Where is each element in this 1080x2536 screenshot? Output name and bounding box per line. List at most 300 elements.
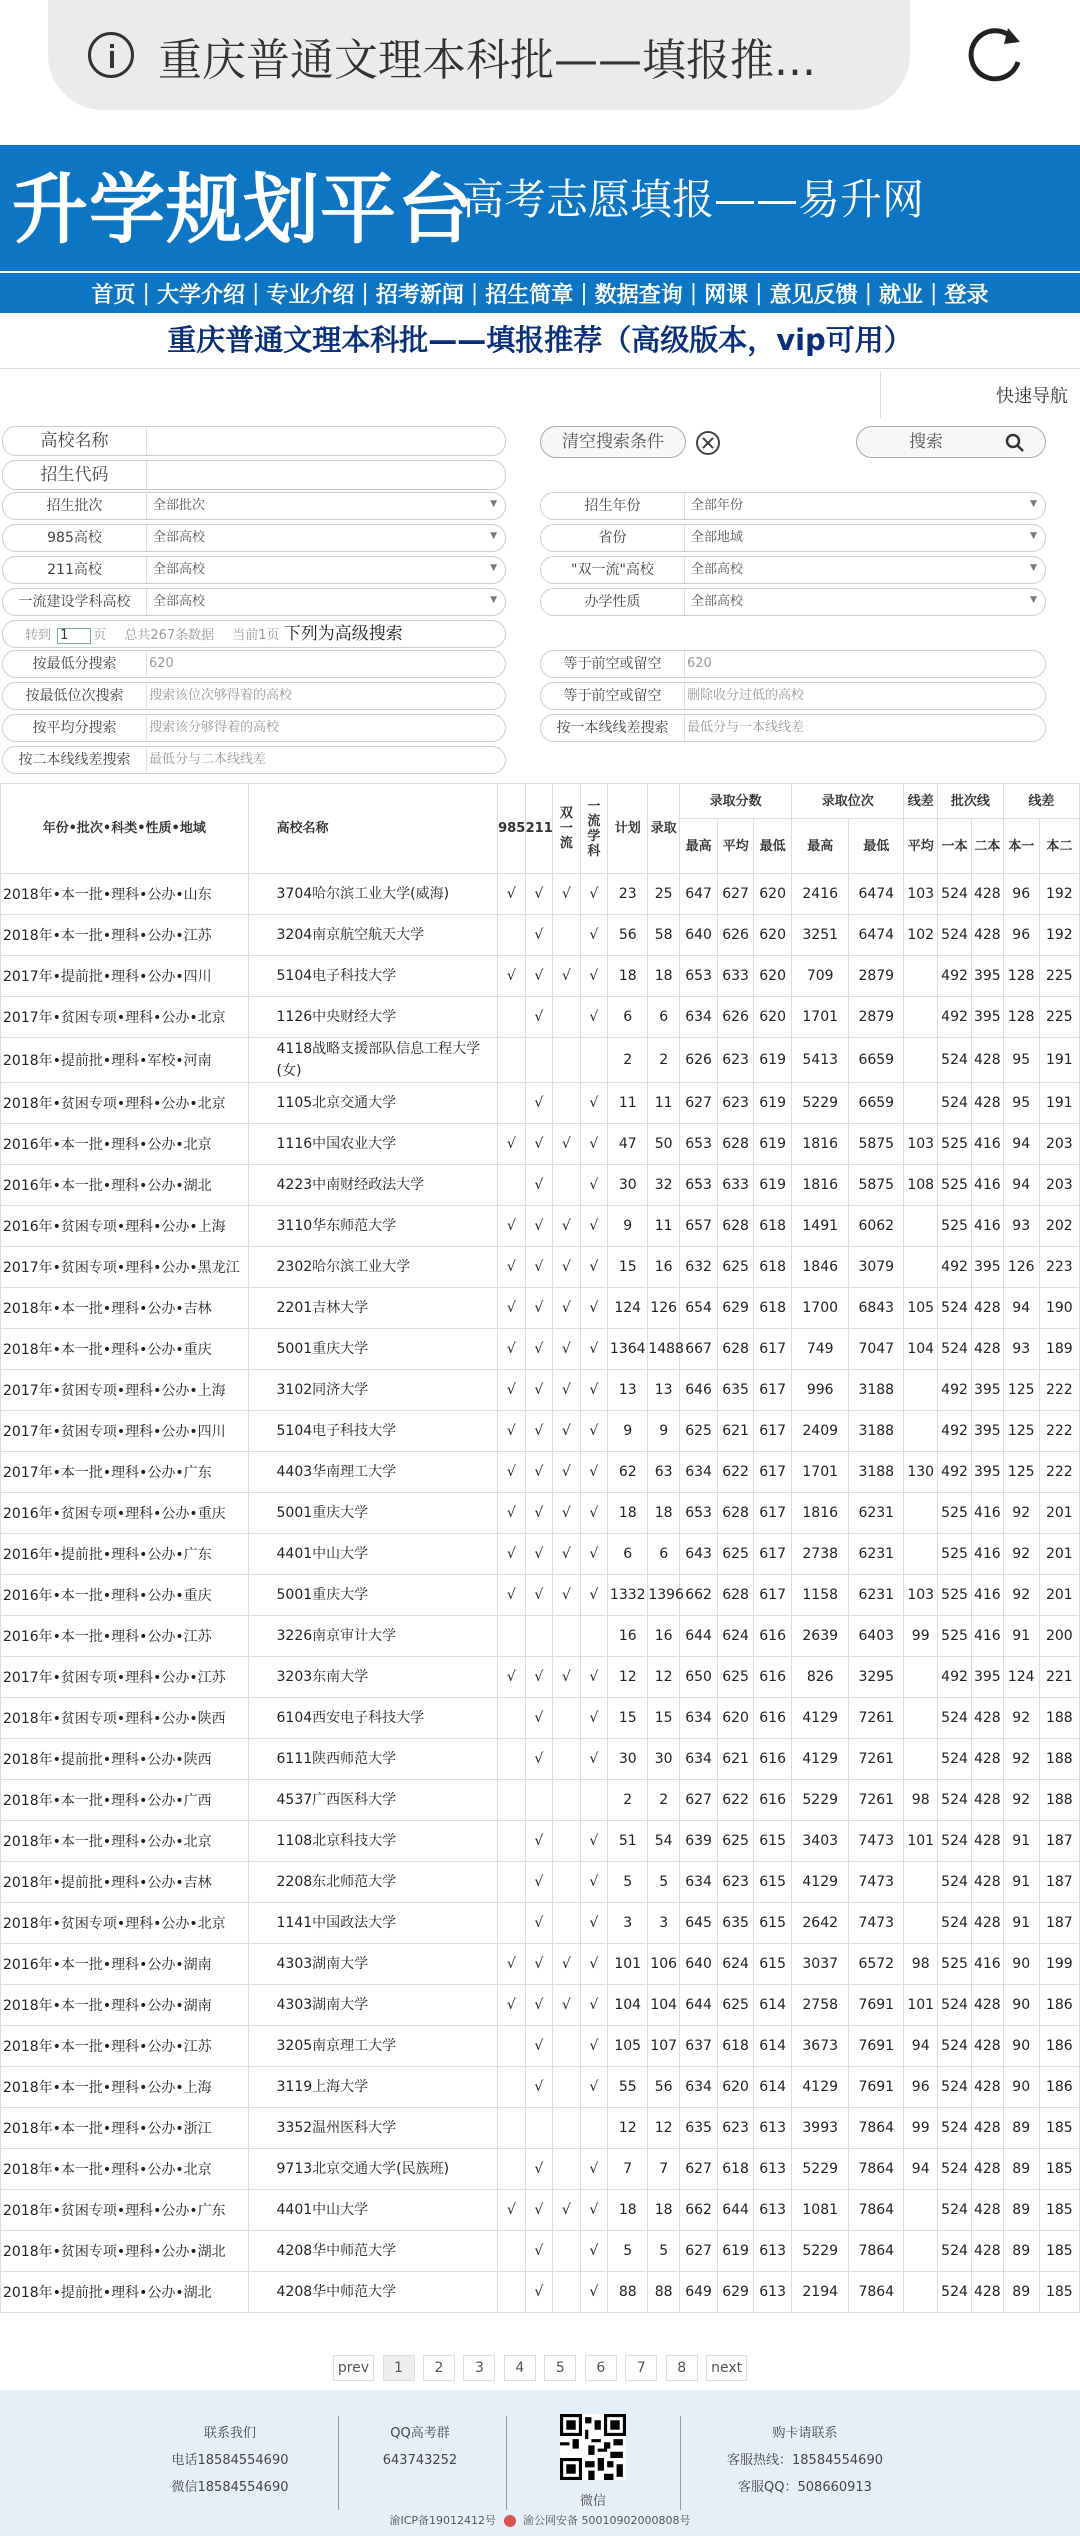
table-row[interactable] [1, 1452, 1080, 1493]
table-cell: 524 [938, 2190, 972, 2231]
table-row[interactable] [1, 1288, 1080, 1329]
table-cell: 3295 [849, 1657, 904, 1698]
table-row[interactable] [1, 2272, 1080, 2313]
table-cell: 203 [1039, 1165, 1079, 1206]
school-nature-select[interactable]: 办学性质 全部高校 ▼ [540, 588, 1046, 616]
table-row[interactable] [1, 1657, 1080, 1698]
table-cell: 93 [1003, 1329, 1039, 1370]
eq-prev-field-2[interactable]: 等于前空或留空 删除收分过低的高校 [540, 682, 1046, 710]
nav-universities[interactable]: 大学介绍 [156, 282, 245, 308]
table-row[interactable] [1, 2026, 1080, 2067]
table-cell: 126 [648, 1288, 680, 1329]
nav-login[interactable]: 登录 [944, 282, 989, 308]
table-cell [553, 1903, 581, 1944]
table-cell: 428 [971, 1985, 1003, 2026]
avg-score-field[interactable]: 按平均分搜索 搜索该分够得着的高校 [2, 714, 506, 742]
pager-next[interactable]: next [706, 2355, 747, 2381]
table-row[interactable] [1, 1124, 1080, 1165]
table-cell: 47 [608, 1124, 648, 1165]
table-cell: √ [553, 1370, 581, 1411]
table-cell: 5229 [792, 2149, 849, 2190]
table-cell: 637 [680, 2026, 718, 2067]
table-cell: 185 [1039, 2231, 1079, 2272]
table-cell: 2018年•提前批•理科•军校•河南 [1, 1038, 249, 1083]
table-cell: 4303湖南大学 [248, 1985, 498, 2026]
table-cell: 620 [754, 915, 792, 956]
clear-search-button[interactable]: 清空搜索条件 [540, 426, 686, 458]
table-cell: 89 [1003, 2231, 1039, 2272]
table-cell: 130 [904, 1452, 938, 1493]
table-cell: 92 [1003, 1739, 1039, 1780]
table-cell: 616 [754, 1739, 792, 1780]
table-cell: 524 [938, 874, 972, 915]
pagination [0, 2355, 1080, 2381]
table-cell: 1141中国政法大学 [248, 1903, 498, 1944]
table-cell: 5001重庆大学 [248, 1493, 498, 1534]
table-cell: 3119上海大学 [248, 2067, 498, 2108]
table-cell: 1105北京交通大学 [248, 1083, 498, 1124]
table-row[interactable] [1, 1493, 1080, 1534]
table-cell: 3203东南大学 [248, 1657, 498, 1698]
table-cell: √ [498, 874, 526, 915]
table-cell: 89 [1003, 2190, 1039, 2231]
table-cell [553, 1739, 581, 1780]
table-row[interactable] [1, 1038, 1080, 1083]
table-cell: 94 [1003, 1288, 1039, 1329]
table-cell: √ [580, 2149, 608, 2190]
code-field[interactable] [2, 460, 506, 490]
table-cell: 650 [680, 1657, 718, 1698]
table-cell: 2018年•本一批•理科•公办•北京 [1, 1821, 249, 1862]
table-cell: 2018年•提前批•理科•公办•吉林 [1, 1862, 249, 1903]
table-cell: 2018年•提前批•理科•公办•陕西 [1, 1739, 249, 1780]
table-row[interactable] [1, 2067, 1080, 2108]
table-row[interactable] [1, 1165, 1080, 1206]
table-cell: 9713北京交通大学(民族班) [248, 2149, 498, 2190]
table-cell: 7473 [849, 1903, 904, 1944]
table-cell: 644 [680, 1616, 718, 1657]
table-cell: 128 [1003, 997, 1039, 1038]
table-cell: 104 [904, 1329, 938, 1370]
table-cell: 6111陕西师范大学 [248, 1739, 498, 1780]
pager-page[interactable]: 7 [625, 2355, 657, 2381]
table-cell: 5001重庆大学 [248, 1575, 498, 1616]
table-row[interactable] [1, 1616, 1080, 1657]
line1-diff-field[interactable]: 按一本线线差搜索 最低分与一本线线差 [540, 714, 1046, 742]
pager-page[interactable]: 6 [585, 2355, 617, 2381]
table-cell: 428 [971, 1821, 1003, 1862]
table-cell: 1816 [792, 1493, 849, 1534]
table-cell: 1396 [648, 1575, 680, 1616]
table-cell [498, 1165, 526, 1206]
table-cell: √ [525, 874, 553, 915]
table-row[interactable] [1, 915, 1080, 956]
table-cell: 524 [938, 1038, 972, 1083]
table-cell: 125 [1003, 1411, 1039, 1452]
table-cell [904, 997, 938, 1038]
table-row[interactable] [1, 1411, 1080, 1452]
table-cell: 613 [754, 2272, 792, 2313]
table-cell [498, 2149, 526, 2190]
table-cell [498, 1821, 526, 1862]
table-cell: 524 [938, 1903, 972, 1944]
table-cell: 2879 [849, 997, 904, 1038]
table-cell [904, 1083, 938, 1124]
table-cell: √ [580, 1985, 608, 2026]
table-cell: √ [498, 1493, 526, 1534]
table-cell: 1126中央财经大学 [248, 997, 498, 1038]
table-cell: 625 [718, 1247, 754, 1288]
table-row[interactable] [1, 997, 1080, 1038]
table-cell: 626 [718, 915, 754, 956]
eq-prev-field[interactable]: 等于前空或留空 620 [540, 650, 1046, 678]
table-cell: 2017年•本一批•理科•公办•广东 [1, 1452, 249, 1493]
table-cell: 18 [648, 956, 680, 997]
col-batchline: 批次线 [938, 784, 1004, 819]
table-row[interactable] [1, 956, 1080, 997]
table-cell: 30 [608, 1165, 648, 1206]
table-cell: √ [553, 1124, 581, 1165]
table-cell: 101 [904, 1821, 938, 1862]
table-cell: 628 [718, 1575, 754, 1616]
table-cell: 99 [904, 1616, 938, 1657]
table-cell: 416 [971, 1944, 1003, 1985]
nav-data-query[interactable]: 数据查询 [594, 282, 683, 308]
table-cell: 616 [754, 1780, 792, 1821]
table-cell: 1488 [648, 1329, 680, 1370]
table-cell: 30 [608, 1739, 648, 1780]
table-cell: √ [525, 1944, 553, 1985]
table-cell: 620 [754, 997, 792, 1038]
table-cell: √ [553, 1493, 581, 1534]
table-cell: 16 [648, 1247, 680, 1288]
table-cell: 186 [1039, 1985, 1079, 2026]
info-icon[interactable] [88, 32, 134, 78]
table-cell: 629 [718, 2272, 754, 2313]
table-cell: 662 [680, 1575, 718, 1616]
table-cell: 6843 [849, 1288, 904, 1329]
table-cell: 416 [971, 1616, 1003, 1657]
col-area: 年份•批次•科类•性质•地域 [1, 784, 249, 874]
table-cell: 89 [1003, 2108, 1039, 2149]
table-cell: 6659 [849, 1038, 904, 1083]
table-cell: 619 [754, 1165, 792, 1206]
table-cell: 6231 [849, 1493, 904, 1534]
table-cell: 395 [971, 1657, 1003, 1698]
code-label: 招生代码 [3, 461, 147, 489]
table-cell: 6572 [849, 1944, 904, 1985]
page-url-title: 重庆普通文理本科批——填报推... [158, 35, 816, 86]
table-cell: √ [580, 997, 608, 1038]
table-cell: √ [580, 2026, 608, 2067]
pager-page[interactable]: 1 [383, 2355, 415, 2381]
table-cell: 185 [1039, 2149, 1079, 2190]
table-cell: 617 [754, 1575, 792, 1616]
table-cell: 2302哈尔滨工业大学 [248, 1247, 498, 1288]
min-rank-field[interactable]: 按最低位次搜索 搜索该位次够得着的高校 [2, 682, 506, 710]
pager-page[interactable]: 3 [463, 2355, 495, 2381]
table-cell: 614 [754, 1985, 792, 2026]
table-cell: 627 [680, 2149, 718, 2190]
table-cell [580, 1038, 608, 1083]
table-cell: 18 [608, 1493, 648, 1534]
table-cell: 1701 [792, 1452, 849, 1493]
table-cell: 2018年•贫困专项•理科•公办•广东 [1, 2190, 249, 2231]
nav-majors[interactable]: 专业介绍 [266, 282, 355, 308]
table-cell: √ [553, 1329, 581, 1370]
nav-feedback[interactable]: 意见反馈 [769, 282, 858, 308]
table-row[interactable] [1, 1247, 1080, 1288]
table-cell: 4129 [792, 1698, 849, 1739]
table-cell: 524 [938, 1288, 972, 1329]
table-cell: 3673 [792, 2026, 849, 2067]
table-cell: 2018年•本一批•理科•公办•吉林 [1, 1288, 249, 1329]
table-row[interactable] [1, 1698, 1080, 1739]
table-cell: 6403 [849, 1616, 904, 1657]
pager-page[interactable]: 8 [666, 2355, 698, 2381]
double-first-class-select[interactable]: "双一流"高校 全部高校 ▼ [540, 556, 1046, 584]
table-cell: 7047 [849, 1329, 904, 1370]
reload-icon[interactable] [962, 22, 1028, 88]
nav-home[interactable]: 首页 [91, 282, 136, 308]
table-cell: √ [498, 1124, 526, 1165]
table-cell: 622 [718, 1452, 754, 1493]
footer-buy: 购卡请联系 客服热线：18584554690 客服QQ：508660913 [727, 2426, 883, 2495]
table-cell: 618 [718, 2149, 754, 2190]
table-cell: 634 [680, 1452, 718, 1493]
site-logo[interactable]: 升学规划平台 [12, 165, 474, 254]
table-cell: 189 [1039, 1329, 1079, 1370]
col-985: 985 [498, 784, 526, 874]
table-cell: 524 [938, 1780, 972, 1821]
211-select[interactable]: 211高校 全部高校 ▼ [2, 556, 506, 584]
table-cell [498, 1038, 526, 1083]
table-cell: 5 [648, 2231, 680, 2272]
table-cell: 6 [648, 1534, 680, 1575]
table-cell: 90 [1003, 1985, 1039, 2026]
table-row[interactable] [1, 1944, 1080, 1985]
table-cell: 6474 [849, 915, 904, 956]
table-cell: 188 [1039, 1780, 1079, 1821]
table-cell: 2 [608, 1038, 648, 1083]
table-cell: √ [580, 874, 608, 915]
table-row[interactable] [1, 1862, 1080, 1903]
table-cell: 223 [1039, 1247, 1079, 1288]
pager-page[interactable]: 4 [504, 2355, 536, 2381]
table-cell: 1081 [792, 2190, 849, 2231]
min-score-field[interactable]: 按最低分搜索 620 [2, 650, 506, 678]
table-cell [553, 2231, 581, 2272]
table-cell: 4208华中师范大学 [248, 2272, 498, 2313]
pager-page[interactable]: 2 [423, 2355, 455, 2381]
table-cell: 4403华南理工大学 [248, 1452, 498, 1493]
table-cell: 4129 [792, 2067, 849, 2108]
table-cell: 416 [971, 1575, 1003, 1616]
table-row[interactable] [1, 1534, 1080, 1575]
chevron-down-icon: ▼ [490, 531, 497, 541]
table-cell: √ [580, 1452, 608, 1493]
table-row[interactable] [1, 1329, 1080, 1370]
table-cell: 621 [718, 1739, 754, 1780]
table-cell [580, 1616, 608, 1657]
address-bar[interactable] [48, 0, 910, 110]
col-admit: 录取 [648, 784, 680, 874]
table-cell: 524 [938, 2026, 972, 2067]
table-cell: 643 [680, 1534, 718, 1575]
table-cell: 3102同济大学 [248, 1370, 498, 1411]
table-cell: 15 [608, 1247, 648, 1288]
table-cell: 12 [648, 2108, 680, 2149]
table-cell: 185 [1039, 2272, 1079, 2313]
table-cell: 6 [608, 1534, 648, 1575]
line2-diff-field[interactable]: 按二本线线差搜索 最低分与二本线线差 [2, 746, 506, 774]
table-cell: √ [498, 1657, 526, 1698]
table-cell: 30 [648, 1739, 680, 1780]
table-cell: 428 [971, 1288, 1003, 1329]
table-cell: 15 [648, 1698, 680, 1739]
table-cell: 101 [608, 1944, 648, 1985]
table-cell: 2018年•贫困专项•理科•公办•北京 [1, 1903, 249, 1944]
table-row[interactable] [1, 1780, 1080, 1821]
nav-courses[interactable]: 网课 [704, 282, 749, 308]
table-row[interactable] [1, 2149, 1080, 2190]
table-cell: 628 [718, 1493, 754, 1534]
nav-brochures[interactable]: 招生简章 [485, 282, 574, 308]
table-cell [498, 2272, 526, 2313]
table-cell: 628 [718, 1329, 754, 1370]
page-title: 重庆普通文理本科批——填报推荐（高级版本，vip可用） [167, 323, 913, 357]
table-cell: 619 [754, 1124, 792, 1165]
table-cell: 617 [754, 1452, 792, 1493]
table-cell: 416 [971, 1534, 1003, 1575]
table-cell: 428 [971, 2231, 1003, 2272]
table-cell: 620 [718, 1698, 754, 1739]
table-cell: 657 [680, 1206, 718, 1247]
table-cell: 94 [904, 2026, 938, 2067]
table-cell: 524 [938, 2149, 972, 2190]
table-row[interactable] [1, 1903, 1080, 1944]
table-cell: 525 [938, 1575, 972, 1616]
table-row[interactable] [1, 1739, 1080, 1780]
clear-circle-icon[interactable] [694, 429, 722, 457]
table-cell: 653 [680, 956, 718, 997]
table-row[interactable] [1, 2190, 1080, 2231]
nav-jobs[interactable]: 就业 [879, 282, 924, 308]
table-cell: 617 [754, 1329, 792, 1370]
table-cell: 221 [1039, 1657, 1079, 1698]
col-dfc: 双一流 [553, 784, 581, 874]
school-name-field[interactable] [2, 426, 506, 456]
table-cell: 13 [608, 1370, 648, 1411]
table-cell: 492 [938, 1657, 972, 1698]
table-cell: 125 [1003, 1452, 1039, 1493]
table-cell: 2018年•本一批•理科•公办•山东 [1, 874, 249, 915]
table-cell: √ [580, 956, 608, 997]
table-cell: 9 [648, 1411, 680, 1452]
table-cell: 653 [680, 1124, 718, 1165]
table-row[interactable] [1, 1821, 1080, 1862]
batch-select[interactable]: 招生批次 全部批次 ▼ [2, 492, 506, 520]
table-cell: √ [580, 1862, 608, 1903]
search-button[interactable] [856, 426, 1046, 458]
table-cell: 188 [1039, 1739, 1079, 1780]
table-cell: 93 [1003, 1206, 1039, 1247]
table-row[interactable] [1, 1083, 1080, 1124]
table-cell: √ [525, 1739, 553, 1780]
table-row[interactable] [1, 1575, 1080, 1616]
table-row[interactable] [1, 874, 1080, 915]
table-cell: 92 [1003, 1575, 1039, 1616]
pager-prev[interactable]: prev [333, 2355, 374, 2381]
nav-news[interactable]: 招考新闻 [375, 282, 464, 308]
table-row[interactable] [1, 1206, 1080, 1247]
table-cell: √ [580, 1944, 608, 1985]
table-row[interactable] [1, 1985, 1080, 2026]
table-row[interactable] [1, 1370, 1080, 1411]
table-cell: 7 [608, 2149, 648, 2190]
table-cell: 103 [904, 1124, 938, 1165]
table-cell: 632 [680, 1247, 718, 1288]
table-row[interactable] [1, 2231, 1080, 2272]
table-cell: 2018年•本一批•理科•公办•北京 [1, 2149, 249, 2190]
table-cell: 428 [971, 874, 1003, 915]
table-cell: 428 [971, 1862, 1003, 1903]
table-cell: 103 [904, 874, 938, 915]
table-cell: 1816 [792, 1165, 849, 1206]
search-icon [1005, 433, 1025, 453]
table-cell: 88 [608, 2272, 648, 2313]
table-cell: √ [553, 1411, 581, 1452]
table-cell: 7261 [849, 1739, 904, 1780]
table-cell: 5 [608, 2231, 648, 2272]
quick-nav-button[interactable]: 快速导航 [880, 372, 1080, 418]
table-cell: 1700 [792, 1288, 849, 1329]
table-cell: 615 [754, 1903, 792, 1944]
table-cell: 225 [1039, 997, 1079, 1038]
table-cell: √ [498, 1944, 526, 1985]
first-class-subject-select[interactable]: 一流建设学科高校 全部高校 ▼ [2, 588, 506, 616]
table-cell: √ [553, 2190, 581, 2231]
table-cell: 654 [680, 1288, 718, 1329]
table-cell [498, 2026, 526, 2067]
table-cell: 7691 [849, 2026, 904, 2067]
goto-page-input[interactable]: 1 [57, 628, 91, 644]
table-cell: √ [498, 956, 526, 997]
table-cell: 187 [1039, 1862, 1079, 1903]
table-cell: 524 [938, 1862, 972, 1903]
table-cell: 639 [680, 1821, 718, 1862]
table-cell: 7261 [849, 1780, 904, 1821]
table-row[interactable] [1, 2108, 1080, 2149]
table-cell: 492 [938, 956, 972, 997]
table-cell: 5104电子科技大学 [248, 1411, 498, 1452]
table-cell: 618 [754, 1206, 792, 1247]
table-cell: 628 [718, 1206, 754, 1247]
table-cell: 620 [718, 2067, 754, 2108]
table-cell: 5875 [849, 1124, 904, 1165]
table-cell: 428 [971, 2272, 1003, 2313]
table-cell: 186 [1039, 2026, 1079, 2067]
province-select[interactable]: 省份 全部地域 ▼ [540, 524, 1046, 552]
table-cell: √ [498, 1534, 526, 1575]
pager-page[interactable]: 5 [544, 2355, 576, 2381]
table-cell: √ [525, 1083, 553, 1124]
985-select[interactable]: 985高校 全部高校 ▼ [2, 524, 506, 552]
year-select[interactable]: 招生年份 全部年份 ▼ [540, 492, 1046, 520]
table-cell: 188 [1039, 1698, 1079, 1739]
table-cell: 627 [680, 1083, 718, 1124]
table-cell: 634 [680, 997, 718, 1038]
